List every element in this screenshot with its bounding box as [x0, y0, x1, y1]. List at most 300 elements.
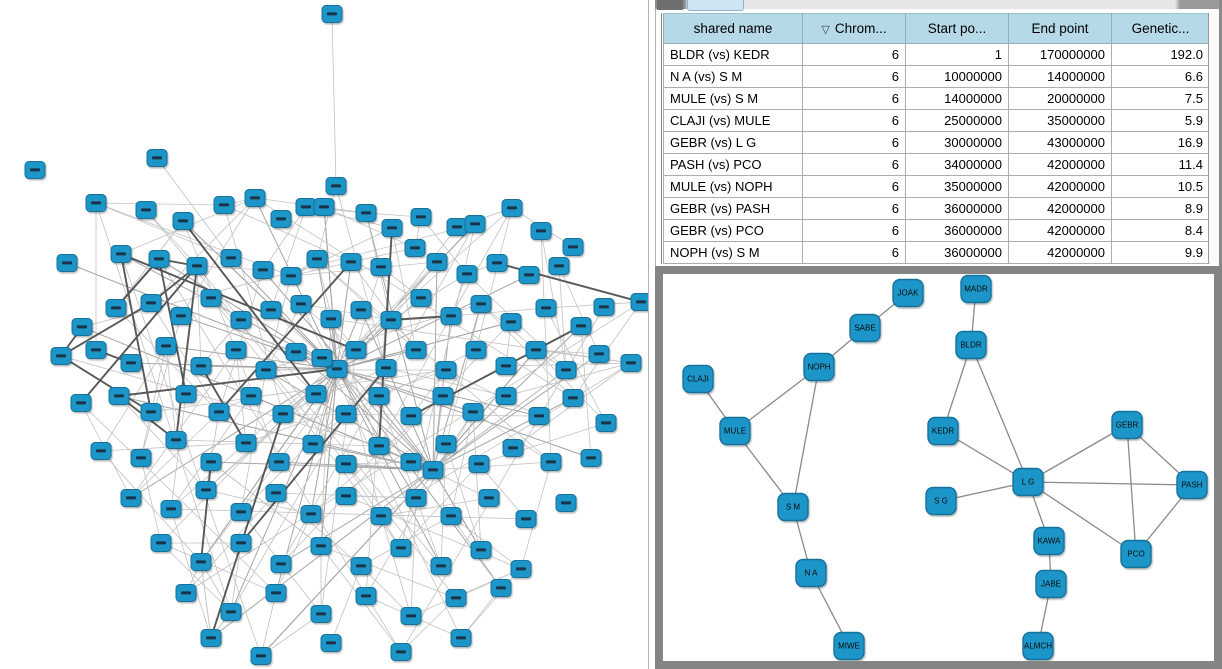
network-node[interactable] — [326, 178, 346, 195]
network-node[interactable] — [236, 435, 256, 452]
network-node[interactable] — [541, 454, 561, 471]
network-node[interactable] — [511, 561, 531, 578]
node-label-smudge — [341, 494, 351, 497]
network-edge — [171, 509, 526, 519]
table-row[interactable] — [664, 176, 1210, 198]
cell-shared_name[interactable]: BLDR (vs) KEDR — [664, 44, 803, 66]
network-node[interactable] — [269, 454, 289, 471]
column-header-shared_name[interactable] — [664, 14, 803, 44]
subnetwork-edge — [971, 345, 1028, 482]
network-node[interactable] — [171, 308, 191, 325]
network-node[interactable] — [286, 344, 306, 361]
node-label-smudge — [236, 541, 246, 544]
column-header-start_point[interactable] — [906, 14, 1009, 44]
network-node[interactable] — [356, 588, 376, 605]
node-label-smudge — [432, 260, 442, 263]
network-node[interactable] — [436, 436, 456, 453]
network-node[interactable] — [321, 311, 341, 328]
network-node[interactable] — [471, 296, 491, 313]
column-header-genetic[interactable] — [1112, 14, 1210, 44]
network-node[interactable] — [72, 319, 92, 336]
subnetwork-node-l-g[interactable] — [1013, 469, 1043, 496]
cell-start_point[interactable]: 10000000 — [906, 66, 1009, 88]
node-label-smudge — [406, 460, 416, 463]
node-label-smudge — [319, 205, 329, 208]
node-label-smudge — [246, 394, 256, 397]
cell-end_point[interactable]: 42000000 — [1009, 242, 1112, 264]
table-row[interactable] — [664, 44, 1210, 66]
cell-genetic[interactable]: 8.9 — [1112, 198, 1210, 220]
network-node[interactable] — [451, 630, 471, 647]
network-node[interactable] — [271, 556, 291, 573]
network-node[interactable] — [471, 542, 491, 559]
node-label-smudge — [428, 468, 438, 471]
network-node[interactable] — [151, 535, 171, 552]
network-node[interactable] — [457, 266, 477, 283]
network-node[interactable] — [201, 290, 221, 307]
network-edge — [346, 350, 476, 414]
network-node[interactable] — [405, 240, 425, 257]
node-label-smudge — [178, 219, 188, 222]
subnetwork-node-claji[interactable] — [683, 366, 713, 393]
node-label-smudge — [161, 344, 171, 347]
network-node[interactable] — [311, 606, 331, 623]
node-label-smudge — [462, 272, 472, 275]
cell-chromosome[interactable]: 6 — [803, 242, 906, 264]
network-node[interactable] — [631, 294, 648, 311]
network-node[interactable] — [441, 308, 461, 325]
cell-start_point[interactable]: 35000000 — [906, 176, 1009, 198]
network-node[interactable] — [411, 290, 431, 307]
network-node[interactable] — [166, 432, 186, 449]
network-node[interactable] — [25, 162, 45, 179]
network-node[interactable] — [427, 254, 447, 271]
cell-shared_name[interactable]: GEBR (vs) L G — [664, 132, 803, 154]
network-node[interactable] — [549, 258, 569, 275]
cell-chromosome[interactable]: 6 — [803, 44, 906, 66]
network-node[interactable] — [121, 490, 141, 507]
cell-chromosome[interactable]: 6 — [803, 154, 906, 176]
network-node[interactable] — [496, 358, 516, 375]
edge-attribute-table — [663, 13, 1210, 264]
node-label-smudge — [236, 510, 246, 513]
network-node[interactable] — [106, 300, 126, 317]
node-label-smudge — [441, 368, 451, 371]
subnetwork-node-almch[interactable] — [1023, 633, 1053, 660]
node-label: N A — [804, 568, 818, 578]
cell-genetic[interactable]: 192.0 — [1112, 44, 1210, 66]
cell-end_point[interactable]: 20000000 — [1009, 88, 1112, 110]
table-row[interactable] — [664, 220, 1210, 242]
network-node[interactable] — [594, 299, 614, 316]
network-node[interactable] — [529, 408, 549, 425]
network-node[interactable] — [226, 342, 246, 359]
network-node[interactable] — [281, 268, 301, 285]
network-edge — [331, 566, 361, 643]
network-node[interactable] — [86, 342, 106, 359]
network-edge — [197, 266, 201, 366]
network-node[interactable] — [141, 404, 161, 421]
network-node[interactable] — [209, 404, 229, 421]
network-node[interactable] — [303, 436, 323, 453]
network-node[interactable] — [433, 388, 453, 405]
network-node[interactable] — [201, 630, 221, 647]
cell-shared_name[interactable]: PASH (vs) PCO — [664, 154, 803, 176]
cell-chromosome[interactable]: 6 — [803, 176, 906, 198]
network-node[interactable] — [369, 388, 389, 405]
column-header-chromosome[interactable] — [803, 14, 906, 44]
network-node[interactable] — [196, 482, 216, 499]
network-node[interactable] — [187, 258, 207, 275]
network-node[interactable] — [526, 342, 546, 359]
cell-start_point[interactable]: 14000000 — [906, 88, 1009, 110]
network-node[interactable] — [131, 450, 151, 467]
cell-end_point[interactable]: 42000000 — [1009, 176, 1112, 198]
network-node[interactable] — [446, 590, 466, 607]
table-row[interactable] — [664, 88, 1210, 110]
node-label-smudge — [476, 548, 486, 551]
network-node[interactable] — [556, 362, 576, 379]
node-label-smudge — [411, 348, 421, 351]
network-node[interactable] — [563, 239, 583, 256]
network-node[interactable] — [111, 246, 131, 263]
node-label-smudge — [91, 348, 101, 351]
subnetwork-node-kawa[interactable] — [1034, 528, 1064, 555]
table-header-row — [664, 14, 1210, 44]
network-node[interactable] — [312, 350, 332, 367]
cell-genetic[interactable]: 8.4 — [1112, 220, 1210, 242]
network-node[interactable] — [401, 608, 421, 625]
cell-shared_name[interactable]: GEBR (vs) PCO — [664, 220, 803, 242]
network-node[interactable] — [571, 318, 591, 335]
network-node[interactable] — [406, 490, 426, 507]
cell-start_point[interactable]: 1 — [906, 44, 1009, 66]
node-label-smudge — [381, 366, 391, 369]
network-node[interactable] — [406, 342, 426, 359]
network-node[interactable] — [221, 604, 241, 621]
table-row[interactable] — [664, 132, 1210, 154]
network-node[interactable] — [423, 462, 443, 479]
network-node[interactable] — [191, 358, 211, 375]
node-label-smudge — [536, 229, 546, 232]
cell-chromosome[interactable]: 6 — [803, 132, 906, 154]
network-node[interactable] — [519, 267, 539, 284]
network-node[interactable] — [382, 220, 402, 237]
network-node[interactable] — [356, 205, 376, 222]
network-node[interactable] — [256, 362, 276, 379]
network-node[interactable] — [589, 346, 609, 363]
network-node[interactable] — [57, 255, 77, 272]
node-label-smudge — [181, 591, 191, 594]
filter-icon[interactable]: ▽ — [821, 24, 830, 36]
column-label: Genetic... — [1131, 21, 1190, 36]
network-node[interactable] — [149, 251, 169, 268]
subnetwork-node-jabe[interactable] — [1036, 571, 1066, 598]
cell-chromosome[interactable]: 6 — [803, 66, 906, 88]
node-label-smudge — [241, 441, 251, 444]
network-node[interactable] — [322, 6, 342, 23]
network-node[interactable] — [502, 200, 522, 217]
cell-start_point[interactable]: 36000000 — [906, 242, 1009, 264]
cell-chromosome[interactable]: 6 — [803, 198, 906, 220]
network-node[interactable] — [536, 300, 556, 317]
node-label-smudge — [219, 203, 229, 206]
network-node[interactable] — [311, 538, 331, 555]
network-node[interactable] — [241, 388, 261, 405]
cell-start_point[interactable]: 25000000 — [906, 110, 1009, 132]
node-label: PASH — [1181, 480, 1203, 490]
node-label-smudge — [306, 512, 316, 515]
table-row[interactable] — [664, 198, 1210, 220]
node-label-smudge — [181, 392, 191, 395]
subnetwork-node-bldr[interactable] — [956, 332, 986, 359]
cell-chromosome[interactable]: 6 — [803, 110, 906, 132]
node-label-smudge — [136, 456, 146, 459]
network-node[interactable] — [51, 348, 71, 365]
network-node[interactable] — [381, 312, 401, 329]
table-row[interactable] — [664, 242, 1210, 264]
network-node[interactable] — [369, 438, 389, 455]
node-label-smudge — [411, 496, 421, 499]
network-node[interactable] — [391, 644, 411, 661]
node-label-smudge — [341, 412, 351, 415]
node-label: GEBR — [1115, 420, 1139, 430]
network-node[interactable] — [109, 388, 129, 405]
network-node[interactable] — [466, 342, 486, 359]
node-label-smudge — [77, 325, 87, 328]
network-node[interactable] — [371, 508, 391, 525]
network-node[interactable] — [346, 342, 366, 359]
node-label-smudge — [332, 367, 342, 370]
network-node[interactable] — [491, 580, 511, 597]
node-label-smudge — [274, 460, 284, 463]
network-node[interactable] — [351, 558, 371, 575]
subnetwork-node-pash[interactable] — [1177, 472, 1207, 499]
node-label-smudge — [126, 361, 136, 364]
node-label-smudge — [214, 410, 224, 413]
cell-end_point[interactable]: 14000000 — [1009, 66, 1112, 88]
network-node[interactable] — [173, 213, 193, 230]
network-node[interactable] — [176, 386, 196, 403]
table-row[interactable] — [664, 110, 1210, 132]
network-node[interactable] — [596, 415, 616, 432]
node-label: ALMCH — [1023, 641, 1053, 651]
network-node[interactable] — [266, 585, 286, 602]
subnetwork-node-pco[interactable] — [1121, 541, 1151, 568]
node-label-smudge — [376, 265, 386, 268]
cell-end_point[interactable]: 42000000 — [1009, 198, 1112, 220]
node-label-smudge — [192, 264, 202, 267]
cell-genetic[interactable]: 10.5 — [1112, 176, 1210, 198]
network-node[interactable] — [371, 259, 391, 276]
table-row[interactable] — [664, 154, 1210, 176]
node-label-smudge — [531, 348, 541, 351]
cell-end_point[interactable]: 42000000 — [1009, 220, 1112, 242]
subnetwork-node-gebr[interactable] — [1112, 412, 1142, 439]
network-node[interactable] — [221, 250, 241, 267]
network-node[interactable] — [86, 195, 106, 212]
network-node[interactable] — [291, 296, 311, 313]
node-label-smudge — [196, 364, 206, 367]
table-row[interactable] — [664, 66, 1210, 88]
subnetwork-node-mule[interactable] — [720, 418, 750, 445]
network-node[interactable] — [253, 262, 273, 279]
network-node[interactable] — [336, 488, 356, 505]
network-node[interactable] — [401, 454, 421, 471]
network-node[interactable] — [231, 312, 251, 329]
network-node[interactable] — [479, 490, 499, 507]
network-node[interactable] — [376, 360, 396, 377]
cell-genetic[interactable]: 9.9 — [1112, 242, 1210, 264]
column-label: shared name — [693, 21, 773, 36]
cell-genetic[interactable]: 11.4 — [1112, 154, 1210, 176]
network-node[interactable] — [447, 219, 467, 236]
network-node[interactable] — [141, 295, 161, 312]
network-node[interactable] — [296, 199, 316, 216]
node-label-smudge — [276, 562, 286, 565]
node-label-smudge — [601, 421, 611, 424]
cell-genetic[interactable]: 16.9 — [1112, 132, 1210, 154]
cell-genetic[interactable]: 5.9 — [1112, 110, 1210, 132]
node-label-smudge — [256, 654, 266, 657]
network-edge — [96, 203, 224, 205]
network-node[interactable] — [501, 314, 521, 331]
subnetwork-node-noph[interactable] — [804, 354, 834, 381]
network-edge — [206, 412, 219, 490]
node-label-smudge — [206, 460, 216, 463]
cell-chromosome[interactable]: 6 — [803, 88, 906, 110]
cell-start_point[interactable]: 30000000 — [906, 132, 1009, 154]
network-node[interactable] — [503, 440, 523, 457]
network-node[interactable] — [176, 585, 196, 602]
network-node[interactable] — [136, 202, 156, 219]
network-node[interactable] — [431, 558, 451, 575]
network-node[interactable] — [436, 362, 456, 379]
cell-shared_name[interactable]: MULE (vs) NOPH — [664, 176, 803, 198]
network-node[interactable] — [314, 199, 334, 216]
network-node[interactable] — [147, 150, 167, 167]
network-node[interactable] — [465, 216, 485, 233]
node-label-smudge — [351, 348, 361, 351]
network-node[interactable] — [71, 395, 91, 412]
network-node[interactable] — [321, 635, 341, 652]
network-node[interactable] — [341, 254, 361, 271]
network-node[interactable] — [516, 511, 536, 528]
cell-start_point[interactable]: 36000000 — [906, 220, 1009, 242]
node-label-smudge — [386, 318, 396, 321]
node-label-smudge — [301, 205, 311, 208]
network-node[interactable] — [251, 648, 271, 665]
network-node[interactable] — [271, 211, 291, 228]
network-node[interactable] — [336, 456, 356, 473]
node-label-smudge — [468, 410, 478, 413]
network-node[interactable] — [161, 501, 181, 518]
cell-end_point[interactable]: 43000000 — [1009, 132, 1112, 154]
network-node[interactable] — [156, 338, 176, 355]
network-edge — [119, 369, 337, 396]
cell-shared_name[interactable]: NOPH (vs) S M — [664, 242, 803, 264]
network-node[interactable] — [231, 535, 251, 552]
cell-end_point[interactable]: 35000000 — [1009, 110, 1112, 132]
node-label-smudge — [278, 412, 288, 415]
subnetwork-node-miwe[interactable] — [834, 633, 864, 660]
node-label-smudge — [171, 438, 181, 441]
cell-shared_name[interactable]: CLAJI (vs) MULE — [664, 110, 803, 132]
network-node[interactable] — [261, 302, 281, 319]
network-node[interactable] — [556, 495, 576, 512]
node-label: MADR — [964, 284, 988, 294]
cell-start_point[interactable]: 36000000 — [906, 198, 1009, 220]
subnetwork-node-joak[interactable] — [893, 280, 923, 307]
network-node[interactable] — [214, 197, 234, 214]
network-node[interactable] — [411, 209, 431, 226]
network-node[interactable] — [231, 504, 251, 521]
network-node[interactable] — [531, 223, 551, 240]
network-node[interactable] — [469, 456, 489, 473]
cell-start_point[interactable]: 34000000 — [906, 154, 1009, 176]
cell-end_point[interactable]: 42000000 — [1009, 154, 1112, 176]
network-node[interactable] — [401, 408, 421, 425]
network-node[interactable] — [191, 554, 211, 571]
subnetwork-node-sabe[interactable] — [850, 315, 880, 342]
cell-shared_name[interactable]: MULE (vs) S M — [664, 88, 803, 110]
node-label-smudge — [534, 414, 544, 417]
subnetwork-node-kedr[interactable] — [928, 418, 958, 445]
cell-chromosome[interactable]: 6 — [803, 220, 906, 242]
cell-genetic[interactable]: 6.6 — [1112, 66, 1210, 88]
network-node[interactable] — [391, 540, 411, 557]
network-node[interactable] — [621, 355, 641, 372]
network-node[interactable] — [487, 255, 507, 272]
network-node[interactable] — [201, 454, 221, 471]
network-node[interactable] — [496, 388, 516, 405]
node-label-smudge — [436, 564, 446, 567]
network-node[interactable] — [273, 406, 293, 423]
network-node[interactable] — [463, 404, 483, 421]
node-label-smudge — [521, 517, 531, 520]
network-node[interactable] — [351, 302, 371, 319]
node-label-smudge — [317, 356, 327, 359]
network-edge — [559, 266, 599, 354]
network-node[interactable] — [301, 506, 321, 523]
network-node[interactable] — [307, 251, 327, 268]
network-edge — [433, 462, 551, 470]
subnetwork-node-n-a[interactable] — [796, 560, 826, 587]
network-node[interactable] — [441, 508, 461, 525]
toolbar-fragment-button[interactable] — [687, 0, 744, 11]
subnetwork-node-s-m[interactable] — [778, 494, 808, 521]
cell-genetic[interactable]: 7.5 — [1112, 88, 1210, 110]
network-node[interactable] — [306, 386, 326, 403]
node-label-smudge — [291, 350, 301, 353]
cell-shared_name[interactable]: GEBR (vs) PASH — [664, 198, 803, 220]
cell-end_point[interactable]: 170000000 — [1009, 44, 1112, 66]
network-node[interactable] — [121, 355, 141, 372]
network-node[interactable] — [266, 485, 286, 502]
network-node[interactable] — [581, 450, 601, 467]
subnetwork-canvas[interactable] — [663, 274, 1214, 661]
subnetwork-node-madr[interactable] — [961, 276, 991, 303]
node-label-smudge — [416, 215, 426, 218]
network-node[interactable] — [91, 443, 111, 460]
subnetwork-node-s-g[interactable] — [926, 488, 956, 515]
cell-shared_name[interactable]: N A (vs) S M — [664, 66, 803, 88]
column-header-end_point[interactable] — [1009, 14, 1112, 44]
network-node[interactable] — [245, 190, 265, 207]
network-node[interactable] — [563, 390, 583, 407]
node-label-smudge — [116, 252, 126, 255]
network-node[interactable] — [336, 406, 356, 423]
